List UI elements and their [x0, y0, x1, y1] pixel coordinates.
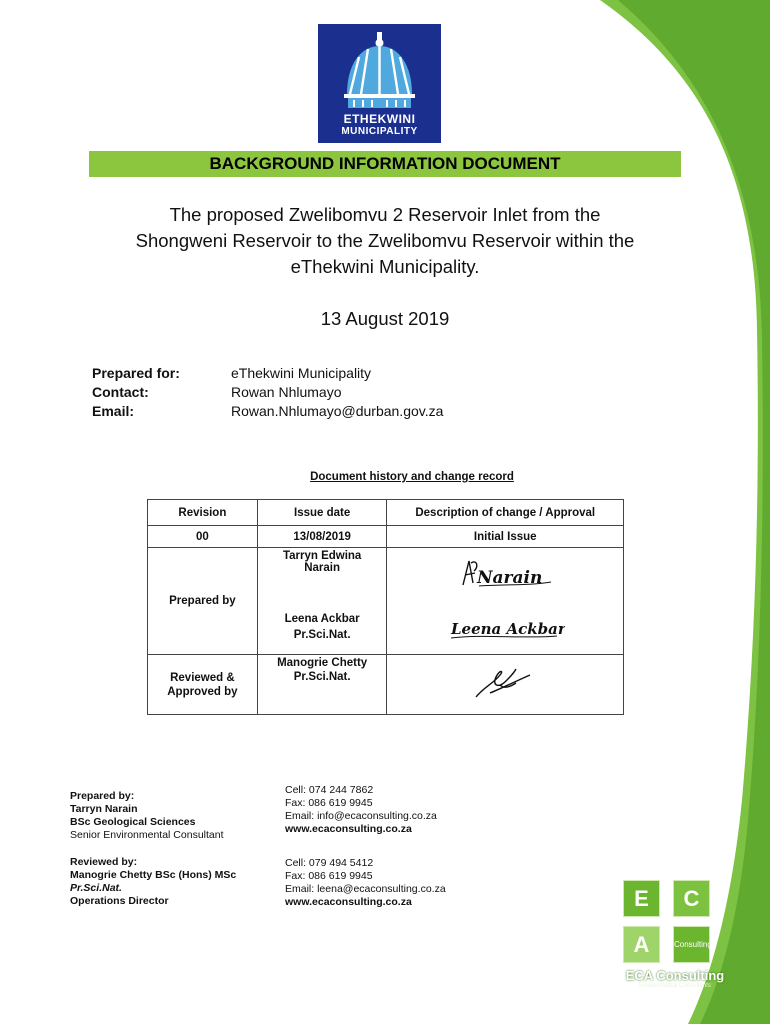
footer-prepared-web[interactable]: www.ecaconsulting.co.za	[285, 823, 412, 835]
eca-tagline: Environmental Consultants	[639, 983, 711, 989]
eca-name: ECA Consulting	[625, 968, 725, 983]
footer-reviewed-fax: Fax: 086 619 9945	[285, 870, 373, 882]
footer-prepared-label: Prepared by:	[70, 790, 135, 802]
footer-reviewed-contact	[285, 857, 446, 909]
preparer1-row	[148, 548, 624, 601]
ethekwini-logo	[318, 24, 441, 143]
header-revision: Revision	[148, 500, 258, 526]
reviewed-label-line1: Reviewed &	[170, 671, 235, 684]
history-table	[147, 499, 624, 715]
footer-reviewed-label: Reviewed by:	[70, 856, 138, 868]
header-issue-date: Issue date	[257, 500, 387, 526]
signature-narain	[455, 555, 555, 591]
row-description: Initial Issue	[387, 526, 624, 548]
footer-reviewed-role: Operations Director	[70, 895, 169, 907]
footer-reviewed-cell: Cell: 079 494 5412	[285, 857, 374, 869]
footer-prepared-name: Tarryn Narain	[70, 803, 138, 815]
prepared-by-label: Prepared by	[148, 548, 258, 655]
document-date: 13 August 2019	[320, 308, 450, 329]
preparer2-line2: Pr.Sci.Nat.	[293, 629, 351, 642]
reviewed-label	[148, 655, 258, 715]
title-banner	[89, 151, 681, 177]
email-label: Email:	[92, 403, 135, 419]
preparer2-line1: Leena Ackbar	[284, 613, 360, 626]
eca-letter-c: C	[673, 880, 710, 917]
header-description: Description of change / Approval	[387, 500, 624, 526]
footer-prepared-email[interactable]: Email: info@ecaconsulting.co.za	[285, 810, 437, 822]
reviewer-line2: Pr.Sci.Nat.	[293, 671, 351, 683]
reviewer-name	[257, 655, 387, 715]
footer-prepared-fax: Fax: 086 619 9945	[285, 797, 373, 809]
footer-prepared-role: Senior Environmental Consultant	[70, 829, 224, 841]
history-title: Document history and change record	[310, 471, 514, 483]
reviewer-signature	[387, 655, 624, 715]
row-issue-date: 13/08/2019	[257, 526, 387, 548]
footer-prepared-block	[70, 790, 224, 842]
row-revision: 00	[148, 526, 258, 548]
prepared-for-label: Prepared for:	[92, 365, 180, 381]
banner-title: BACKGROUND INFORMATION DOCUMENT	[209, 154, 561, 173]
prepared-for-value: eThekwini Municipality	[231, 365, 372, 381]
reviewer-row	[148, 655, 624, 715]
footer-prepared-cell: Cell: 074 244 7862	[285, 784, 374, 796]
history-row	[148, 526, 624, 548]
footer-prepared-qualification: BSc Geological Sciences	[70, 816, 196, 828]
footer-reviewed-qualification: Pr.Sci.Nat.	[70, 882, 122, 894]
footer-reviewed-web[interactable]: www.ecaconsulting.co.za	[285, 896, 412, 908]
eca-consulting-box: Consulting	[673, 926, 710, 963]
logo-line2: MUNICIPALITY	[341, 126, 418, 137]
preparer2-signature	[387, 601, 624, 655]
email-value: Rowan.Nhlumayo@durban.gov.za	[231, 403, 444, 419]
signature-leena	[445, 608, 565, 644]
footer-prepared-contact	[285, 784, 437, 836]
preparer1-line1: Tarryn Edwina	[282, 550, 362, 562]
preparer1-name	[257, 548, 387, 601]
preparer2-name	[257, 601, 387, 655]
eca-letter-a: A	[623, 926, 660, 963]
footer-reviewed-block	[70, 856, 236, 908]
history-header-row	[148, 500, 624, 526]
dome-icon	[341, 30, 418, 110]
contact-label: Contact:	[92, 384, 149, 400]
contact-value: Rowan Nhlumayo	[231, 384, 342, 400]
preparer1-signature	[387, 548, 624, 601]
signature2-text: Leena Ackbar	[451, 619, 566, 638]
title-line-1: The proposed Zwelibomvu 2 Reservoir Inlet from the	[169, 204, 601, 225]
document-title	[90, 202, 680, 280]
title-line-3: eThekwini Municipality.	[290, 256, 480, 277]
footer-reviewed-name: Manogrie Chetty BSc (Hons) MSc	[70, 869, 237, 881]
signature-chetty	[470, 663, 540, 703]
footer-reviewed-email[interactable]: Email: leena@ecaconsulting.co.za	[285, 883, 446, 895]
preparer1-line2: Narain	[304, 562, 341, 574]
eca-logo	[605, 868, 735, 998]
signature1-text: Narain	[477, 567, 543, 588]
reviewed-label-line2: Approved by	[167, 685, 238, 698]
reviewer-line1: Manogrie Chetty	[277, 657, 368, 669]
eca-letter-e: E	[623, 880, 660, 917]
logo-line1: ETHEKWINI	[343, 112, 416, 126]
title-line-2: Shongweni Reservoir to the Zwelibomvu Reservoir within the	[135, 230, 635, 251]
